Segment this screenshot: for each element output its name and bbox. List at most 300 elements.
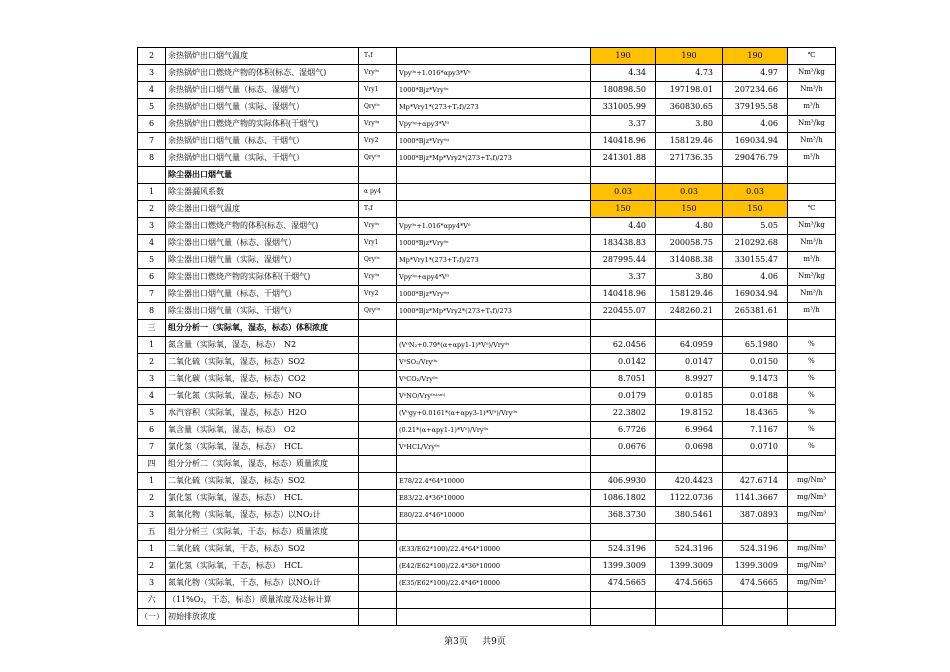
value-2: [656, 524, 723, 541]
row-name: 氯化氢（实际氧，湿态，标态） HCL: [166, 439, 359, 456]
row-unit: Nm³/h: [788, 235, 836, 252]
row-name: 余热锅炉出口燃烧产物的体积(标态、湿烟气): [166, 65, 359, 82]
row-unit: mg/Nm³: [788, 575, 836, 592]
row-formula: E80/22.4*46*10000: [397, 507, 591, 524]
row-number: 7: [138, 439, 166, 456]
row-number: 6: [138, 116, 166, 133]
table-row: [138, 439, 836, 456]
value-2: 197198.01: [656, 82, 723, 99]
row-symbol: [359, 456, 397, 473]
value-3: 379195.58: [723, 99, 788, 116]
row-formula: [397, 48, 591, 65]
value-1: 22.3802: [591, 405, 656, 422]
table-row: [138, 575, 836, 592]
row-name: 余热锅炉出口烟气量（实际、干烟气）: [166, 150, 359, 167]
table-row: [138, 286, 836, 303]
row-name: 初始排放浓度: [166, 609, 359, 626]
value-2: 4.73: [656, 65, 723, 82]
row-number: 1: [138, 473, 166, 490]
value-2: 200058.75: [656, 235, 723, 252]
value-3: 474.5665: [723, 575, 788, 592]
row-name: 一氧化氮（实际氧，湿态，标态）NO: [166, 388, 359, 405]
value-1: 524.3196: [591, 541, 656, 558]
table-row: [138, 422, 836, 439]
row-symbol: [359, 422, 397, 439]
row-unit: Nm³/kg: [788, 269, 836, 286]
row-formula: Vpy⁰ᵍ+αpy4*V⁰: [397, 269, 591, 286]
value-1: 1086.1802: [591, 490, 656, 507]
value-3: 5.05: [723, 218, 788, 235]
row-formula: V⁰HCL/Vry⁰ˢ: [397, 439, 591, 456]
table-row: [138, 354, 836, 371]
section-row: [138, 320, 836, 337]
value-2: 248260.21: [656, 303, 723, 320]
value-1: 406.9930: [591, 473, 656, 490]
value-3: [723, 320, 788, 337]
value-2: 0.0185: [656, 388, 723, 405]
table-row: [138, 150, 836, 167]
value-2: [656, 167, 723, 184]
row-formula: 1000*Bjz*Vry⁰ˢ: [397, 82, 591, 99]
row-formula: (0.21*(α+αpy1-1)*V⁰)/Vry⁰ˢ: [397, 422, 591, 439]
value-3: 4.06: [723, 116, 788, 133]
table-row: [138, 235, 836, 252]
table-row: [138, 82, 836, 99]
row-symbol: Vry⁰ˢ: [359, 218, 397, 235]
row-unit: %: [788, 439, 836, 456]
value-3: 9.1473: [723, 371, 788, 388]
row-formula: Vpy⁰ˢ+1.016*αpy3*V⁰: [397, 65, 591, 82]
row-formula: V⁰CO₂/Vry⁰ˢ: [397, 371, 591, 388]
row-number: 3: [138, 65, 166, 82]
table-row: [138, 65, 836, 82]
value-1: 3.37: [591, 269, 656, 286]
row-unit: %: [788, 371, 836, 388]
value-3: 524.3196: [723, 541, 788, 558]
row-formula: Mp*Vry1*(273+Tᵧf)/273: [397, 252, 591, 269]
row-formula: [397, 320, 591, 337]
value-1: 190: [591, 48, 656, 65]
row-name: 除尘器出口烟气量（实际、湿烟气）: [166, 252, 359, 269]
row-formula: (E33/E62*100)/22.4*64*10000: [397, 541, 591, 558]
table-row: [138, 371, 836, 388]
table-row: [138, 252, 836, 269]
row-formula: [397, 609, 591, 626]
row-number: 8: [138, 303, 166, 320]
row-symbol: [359, 388, 397, 405]
value-1: 241301.88: [591, 150, 656, 167]
row-formula: Vpy⁰ᵍ+αpy3*V⁰: [397, 116, 591, 133]
table-row: [138, 609, 836, 626]
row-unit: %: [788, 422, 836, 439]
row-formula: Mp*Vry1*(273+Tᵧf)/273: [397, 99, 591, 116]
value-1: 8.7051: [591, 371, 656, 388]
row-number: 5: [138, 252, 166, 269]
row-symbol: Vry2: [359, 286, 397, 303]
table-row: [138, 524, 836, 541]
row-number: [138, 167, 166, 184]
row-unit: Nm³/h: [788, 82, 836, 99]
value-2: 474.5665: [656, 575, 723, 592]
value-1: 62.0456: [591, 337, 656, 354]
row-symbol: Qry⁰ˢ: [359, 99, 397, 116]
row-unit: mg/Nm³: [788, 473, 836, 490]
table-row: [138, 48, 836, 65]
row-number: 2: [138, 354, 166, 371]
row-unit: ℃: [788, 48, 836, 65]
row-number: 三: [138, 320, 166, 337]
value-2: 0.03: [656, 184, 723, 201]
value-2: [656, 609, 723, 626]
row-unit: Nm³/h: [788, 286, 836, 303]
row-unit: [788, 167, 836, 184]
value-3: 0.0150: [723, 354, 788, 371]
row-unit: mg/Nm³: [788, 558, 836, 575]
value-1: 0.0676: [591, 439, 656, 456]
value-2: [656, 592, 723, 609]
value-2: 380.5461: [656, 507, 723, 524]
value-1: 0.0142: [591, 354, 656, 371]
row-formula: [397, 592, 591, 609]
row-unit: Nm³/kg: [788, 65, 836, 82]
table-row: [138, 490, 836, 507]
value-1: 140418.96: [591, 133, 656, 150]
table-row: [138, 388, 836, 405]
value-1: 3.37: [591, 116, 656, 133]
value-2: 158129.46: [656, 133, 723, 150]
row-formula: 1000*Bjz*Vry⁰ᵍ: [397, 286, 591, 303]
value-3: [723, 524, 788, 541]
value-2: 6.9964: [656, 422, 723, 439]
value-2: 524.3196: [656, 541, 723, 558]
row-symbol: [359, 473, 397, 490]
page-footer: [0, 634, 950, 647]
row-name: 组分分析二（实际氧，湿态，标态）质量浓度: [166, 456, 359, 473]
row-name: 除尘器出口烟气量: [166, 167, 359, 184]
row-name: 二氧化碳（实际氧，湿态，标态）CO2: [166, 371, 359, 388]
row-formula: (V⁰gy+0.0161*(α+αpy3-1)*V⁰)/Vry⁰ˢ: [397, 405, 591, 422]
row-name: 余热锅炉出口烟气量（标态、湿烟气）: [166, 82, 359, 99]
row-formula: (V⁰N₂+0.79*(α+αpy1-1)*V⁰)/Vry⁰ˢ: [397, 337, 591, 354]
value-1: 4.40: [591, 218, 656, 235]
row-unit: m³/h: [788, 252, 836, 269]
row-name: 余热锅炉出口烟气量（标态、干烟气）: [166, 133, 359, 150]
value-2: 150: [656, 201, 723, 218]
row-number: 2: [138, 201, 166, 218]
row-name: 氮氧化物（实际氧，干态，标态）以NO₂计: [166, 575, 359, 592]
value-2: [656, 320, 723, 337]
row-name: 水汽容积（实际氧，湿态，标态）H2O: [166, 405, 359, 422]
value-2: 3.80: [656, 116, 723, 133]
value-1: 0.03: [591, 184, 656, 201]
row-formula: Vpy⁰ˢ+1.016*αpy4*V⁰: [397, 218, 591, 235]
table-row: [138, 541, 836, 558]
row-name: 二氧化硫（实际氧，湿态，标态）SO2: [166, 354, 359, 371]
value-1: 474.5665: [591, 575, 656, 592]
row-formula: 1000*Bjz*Mp*Vry2*(273+Tᵧf)/273: [397, 303, 591, 320]
row-symbol: Vry1: [359, 235, 397, 252]
row-name: 余热锅炉出口烟气量（实际、湿烟气）: [166, 99, 359, 116]
row-number: 3: [138, 371, 166, 388]
row-unit: m³/h: [788, 150, 836, 167]
row-number: 7: [138, 286, 166, 303]
row-symbol: Qry⁰ᵍ: [359, 303, 397, 320]
value-3: [723, 609, 788, 626]
row-number: 5: [138, 99, 166, 116]
value-1: [591, 320, 656, 337]
row-number: 六: [138, 592, 166, 609]
table-row: [138, 473, 836, 490]
value-3: 150: [723, 201, 788, 218]
value-3: 427.6714: [723, 473, 788, 490]
row-name: 组分分析三（实际氧，干态，标态）质量浓度: [166, 524, 359, 541]
value-2: 8.9927: [656, 371, 723, 388]
row-unit: ℃: [788, 201, 836, 218]
row-number: 1: [138, 337, 166, 354]
value-2: 1122.0736: [656, 490, 723, 507]
value-3: 169034.94: [723, 133, 788, 150]
row-number: 1: [138, 541, 166, 558]
row-formula: E78/22.4*64*10000: [397, 473, 591, 490]
row-formula: [397, 167, 591, 184]
row-name: 氯化氢（实际氧，干态，标态） HCL: [166, 558, 359, 575]
row-name: 除尘器出口烟气温度: [166, 201, 359, 218]
value-1: 140418.96: [591, 286, 656, 303]
value-3: [723, 456, 788, 473]
value-2: 360830.65: [656, 99, 723, 116]
value-2: 420.4423: [656, 473, 723, 490]
row-name: 除尘器出口烟气量（实际、干烟气）: [166, 303, 359, 320]
row-symbol: [359, 320, 397, 337]
row-unit: [788, 592, 836, 609]
table-row: [138, 456, 836, 473]
table-row: [138, 201, 836, 218]
value-1: 1399.3009: [591, 558, 656, 575]
row-name: 二氧化硫（实际氧，湿态，标态）SO2: [166, 473, 359, 490]
row-unit: Nm³/h: [788, 133, 836, 150]
value-3: 1399.3009: [723, 558, 788, 575]
row-symbol: α py4: [359, 184, 397, 201]
value-2: [656, 456, 723, 473]
row-unit: mg/Nm³: [788, 490, 836, 507]
row-name: 氮含量（实际氧，湿态，标态） N2: [166, 337, 359, 354]
value-2: 3.80: [656, 269, 723, 286]
table-row: [138, 303, 836, 320]
row-unit: [788, 609, 836, 626]
value-2: 158129.46: [656, 286, 723, 303]
row-number: （一）: [138, 609, 166, 626]
page-total: 共9页: [482, 637, 506, 647]
row-number: 2: [138, 558, 166, 575]
calculation-table: [137, 47, 836, 626]
row-formula: 1000*Bjz*Mp*Vry2*(273+Tᵧf)/273: [397, 150, 591, 167]
value-3: 190: [723, 48, 788, 65]
row-unit: Nm³/kg: [788, 218, 836, 235]
row-unit: %: [788, 388, 836, 405]
row-symbol: Vry⁰ᵍ: [359, 269, 397, 286]
row-number: 8: [138, 150, 166, 167]
row-number: 4: [138, 82, 166, 99]
table-row: [138, 558, 836, 575]
value-3: 4.97: [723, 65, 788, 82]
row-number: 7: [138, 133, 166, 150]
row-number: 3: [138, 218, 166, 235]
table-row: [138, 184, 836, 201]
value-3: 7.1167: [723, 422, 788, 439]
row-formula: [397, 184, 591, 201]
row-name: 氧含量（实际氧，湿态，标态） O2: [166, 422, 359, 439]
value-2: 19.8152: [656, 405, 723, 422]
row-symbol: [359, 405, 397, 422]
value-1: [591, 524, 656, 541]
row-unit: %: [788, 337, 836, 354]
table-row: [138, 99, 836, 116]
row-symbol: Vry⁰ᵍ: [359, 116, 397, 133]
table-row: [138, 592, 836, 609]
row-number: 4: [138, 388, 166, 405]
row-unit: mg/Nm³: [788, 541, 836, 558]
row-symbol: [359, 558, 397, 575]
row-unit: %: [788, 405, 836, 422]
row-unit: m³/h: [788, 303, 836, 320]
row-name: 组分分析一（实际氧，湿态，标态）体积浓度: [166, 320, 359, 337]
row-number: 五: [138, 524, 166, 541]
row-unit: mg/Nm³: [788, 507, 836, 524]
row-symbol: [359, 354, 397, 371]
table-row: [138, 507, 836, 524]
value-1: 368.3730: [591, 507, 656, 524]
row-unit: Nm³/kg: [788, 116, 836, 133]
value-3: 207234.66: [723, 82, 788, 99]
row-formula: (E42/E62*100)/22.4*36*10000: [397, 558, 591, 575]
row-number: 2: [138, 48, 166, 65]
value-1: 4.34: [591, 65, 656, 82]
row-name: 除尘器漏风系数: [166, 184, 359, 201]
row-number: 四: [138, 456, 166, 473]
row-formula: [397, 201, 591, 218]
value-2: 314088.38: [656, 252, 723, 269]
row-formula: V⁰SO₂/Vry⁰ˢ: [397, 354, 591, 371]
row-unit: [788, 320, 836, 337]
row-symbol: [359, 592, 397, 609]
row-symbol: [359, 524, 397, 541]
table-row: [138, 337, 836, 354]
row-name: 除尘器出口烟气量（标态、湿烟气）: [166, 235, 359, 252]
row-unit: [788, 524, 836, 541]
value-3: 0.0710: [723, 439, 788, 456]
row-symbol: [359, 541, 397, 558]
row-name: 除尘器出口燃烧产物的体积(标态、湿烟气): [166, 218, 359, 235]
value-3: 0.03: [723, 184, 788, 201]
value-3: 265381.61: [723, 303, 788, 320]
row-unit: m³/h: [788, 99, 836, 116]
row-number: 5: [138, 405, 166, 422]
row-number: 3: [138, 575, 166, 592]
row-name: 氮氧化物（实际氧，湿态，标态）以NO₂计: [166, 507, 359, 524]
value-2: 4.80: [656, 218, 723, 235]
value-3: 210292.68: [723, 235, 788, 252]
table-row: [138, 133, 836, 150]
row-number: 6: [138, 269, 166, 286]
row-symbol: Tᵧf: [359, 48, 397, 65]
row-unit: [788, 456, 836, 473]
row-symbol: [359, 371, 397, 388]
table-row: [138, 218, 836, 235]
row-symbol: Vry⁰ˢ: [359, 65, 397, 82]
value-2: 64.0959: [656, 337, 723, 354]
row-name: 除尘器出口烟气量（标态、干烟气）: [166, 286, 359, 303]
value-1: [591, 609, 656, 626]
row-number: 3: [138, 507, 166, 524]
value-3: 290476.79: [723, 150, 788, 167]
value-1: 220455.07: [591, 303, 656, 320]
row-number: 2: [138, 490, 166, 507]
value-1: 287995.44: [591, 252, 656, 269]
value-3: [723, 592, 788, 609]
row-name: （11%O₂，干态，标态）质量浓度及达标计算: [166, 592, 359, 609]
row-number: 6: [138, 422, 166, 439]
table-row: [138, 116, 836, 133]
value-3: 1141.3667: [723, 490, 788, 507]
row-symbol: Vry2: [359, 133, 397, 150]
row-symbol: [359, 575, 397, 592]
row-symbol: Qry⁰ᵍ: [359, 150, 397, 167]
value-1: 0.0179: [591, 388, 656, 405]
value-2: 0.0147: [656, 354, 723, 371]
value-3: 0.0188: [723, 388, 788, 405]
row-unit: [788, 184, 836, 201]
value-2: 0.0698: [656, 439, 723, 456]
value-2: 190: [656, 48, 723, 65]
row-symbol: [359, 507, 397, 524]
row-formula: [397, 524, 591, 541]
row-formula: V⁰NO/Vry⁰ˢ⁽ᵃᵐ⁾: [397, 388, 591, 405]
value-1: 331005.99: [591, 99, 656, 116]
row-symbol: Qry⁰ˢ: [359, 252, 397, 269]
row-name: 余热锅炉出口燃烧产物的实际体积(干烟气): [166, 116, 359, 133]
value-2: 271736.35: [656, 150, 723, 167]
row-symbol: [359, 609, 397, 626]
row-symbol: Tᵧf: [359, 201, 397, 218]
page-number: 第3页: [444, 637, 468, 647]
row-formula: E83/22.4*36*10000: [397, 490, 591, 507]
section-row: [138, 167, 836, 184]
value-1: 183438.83: [591, 235, 656, 252]
value-3: 169034.94: [723, 286, 788, 303]
value-1: 180898.50: [591, 82, 656, 99]
row-unit: %: [788, 354, 836, 371]
row-name: 二氧化硫（实际氧，干态，标态）SO2: [166, 541, 359, 558]
value-2: 1399.3009: [656, 558, 723, 575]
value-1: [591, 456, 656, 473]
row-name: 除尘器出口燃烧产物的实际体积(干烟气): [166, 269, 359, 286]
row-number: 4: [138, 235, 166, 252]
row-formula: [397, 456, 591, 473]
value-3: 387.0893: [723, 507, 788, 524]
row-name: 余热锅炉出口烟气温度: [166, 48, 359, 65]
row-symbol: [359, 439, 397, 456]
row-symbol: [359, 337, 397, 354]
value-3: 18.4365: [723, 405, 788, 422]
value-3: 65.1980: [723, 337, 788, 354]
row-symbol: Vry1: [359, 82, 397, 99]
value-1: 6.7726: [591, 422, 656, 439]
table-row: [138, 269, 836, 286]
value-3: [723, 167, 788, 184]
value-3: 330155.47: [723, 252, 788, 269]
row-name: 氯化氢（实际氧，湿态，标态） HCL: [166, 490, 359, 507]
row-formula: 1000*Bjz*Vry⁰ᵍ: [397, 133, 591, 150]
